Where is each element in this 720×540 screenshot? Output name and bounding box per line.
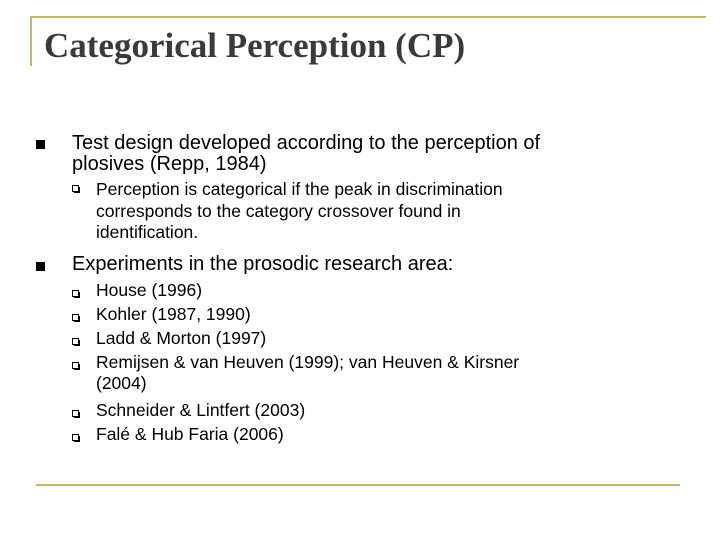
square-bullet-icon <box>36 140 45 149</box>
hollow-square-bullet-icon <box>72 314 79 321</box>
hollow-square-bullet-icon <box>72 410 79 417</box>
sub-bullet-2-5: Schneider & Lintfert (2003) <box>96 400 306 420</box>
sub-bullet-2-3: Ladd & Morton (1997) <box>96 328 267 348</box>
hollow-square-bullet-icon <box>72 290 79 297</box>
hollow-square-bullet-icon <box>72 434 79 441</box>
hollow-square-bullet-icon <box>72 338 79 345</box>
hollow-square-bullet-icon <box>72 362 79 369</box>
sub-bullet-2-2: Kohler (1987, 1990) <box>96 304 251 324</box>
bullet-1-line-2: plosives (Repp, 1984) <box>72 153 267 175</box>
sub-bullet-1-1-line-3: identification. <box>96 222 199 242</box>
sub-bullet-2-6: Falé & Hub Faria (2006) <box>96 424 284 444</box>
sub-bullet-1-1-line-2: corresponds to the category crossover found in <box>96 201 461 221</box>
square-bullet-icon <box>36 262 45 271</box>
sub-bullet-2-1: House (1996) <box>96 280 203 300</box>
footer-rule <box>36 484 680 486</box>
sub-bullet-2-4-line-2: (2004) <box>96 373 147 393</box>
sub-bullet-2-4-line-1: Remijsen & van Heuven (1999); van Heuven & Kirsner <box>96 352 520 372</box>
sub-bullet-1-1-line-1: Perception is categorical if the peak in discrimination <box>96 179 503 199</box>
bullet-1-line-1: Test design developed according to the perception of <box>72 132 541 154</box>
bullet-2-line-1: Experiments in the prosodic research area: <box>72 253 454 275</box>
slide-title: Categorical Perception (CP) <box>44 26 466 65</box>
hollow-square-bullet-icon <box>72 185 79 192</box>
